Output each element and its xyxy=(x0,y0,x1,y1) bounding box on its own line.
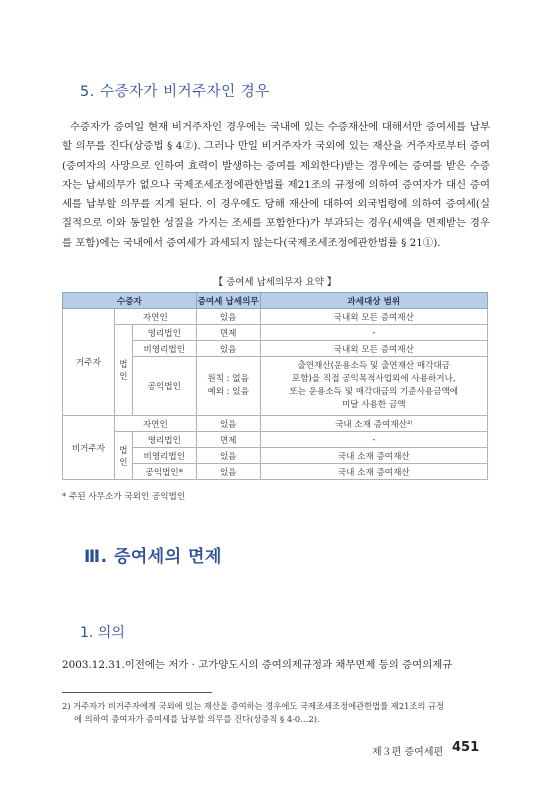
table-note: * 주된 사무소가 국외인 공익법인 xyxy=(62,492,186,502)
row-scope: 국내 소재 증여재산 xyxy=(260,448,487,464)
scope-line: 또는 운용소득 및 매각대금의 기준사용금액에 xyxy=(289,387,459,397)
row-type: 영리법인 xyxy=(132,432,196,448)
footnote xyxy=(62,700,492,726)
header-scope: 과세대상 범위 xyxy=(260,293,487,309)
footnote-line: 에 의하여 증여자가 증여세를 납부할 의무를 진다(상증칙 § 4-0…2). xyxy=(74,714,320,724)
row-type: 자연인 xyxy=(114,416,196,432)
table-caption: 【 증여세 납세의무자 요약 】 xyxy=(213,277,337,288)
section-title-3: Ⅲ. 증여세의 면제 xyxy=(84,547,222,567)
row-type: 비영리법인 xyxy=(132,341,196,357)
row-type: 비영리법인 xyxy=(132,448,196,464)
duty-principle: 원칙 : 없음 xyxy=(207,374,249,384)
paragraph-history: 2003.12.31.이전에는 저가 · 고가양도시의 증여의제규정과 채무면제 등의 증여의제규 xyxy=(62,659,453,671)
footnote-line: 2) 거주자가 비거주자에게 국외에 있는 재산을 증여하는 경우에도 국제조세조정에관한법률 제21조의 규정 xyxy=(62,701,445,711)
row-type: 공익법인* xyxy=(132,464,196,480)
row-duty: 있음 xyxy=(196,309,260,325)
row-duty: 있음 xyxy=(196,448,260,464)
corp-label: 법인 xyxy=(114,432,132,480)
row-duty: 있음 xyxy=(196,464,260,480)
row-duty: 면제 xyxy=(196,325,260,341)
table-row xyxy=(63,309,488,325)
scope-line: 미달 사용한 금액 xyxy=(341,400,406,410)
scope-line: 포함)을 직접 공익목적사업외에 사용하거나, xyxy=(291,374,456,384)
row-duty xyxy=(196,357,260,416)
row-duty: 있음 xyxy=(196,341,260,357)
row-scope: 국내 소재 증여재산²⁾ xyxy=(260,416,487,432)
paragraph-nonresident: 수증자가 증여일 현재 비거주자인 경우에는 국내에 있는 수증재산에 대해서만 증여세를 납부할 의무를 진다(상증법 § 4②). 그러나 만일 비거주자가 국외에 있는 재산을 거주자로부터 증여(증여자의 사망으로 인하여 효력이 발생하는 증여를 제외한다)받는 경우에는 증여를 받은 수증자는 납세의무가 없으나 국제조세조정에관한법률 제21조의 규정에 의하여 증여자가 대신 증여세를 납부할 의무를 지게 된다. 이 경우에도 당해 재산에 대하여 외국법령에 의하여 증여세(실질적으로 이와 동일한 성질을 가지는 조세를 포함한다)가 부과되는 경우(세액을 면제받는 경우를 포함)에는 국내에서 증여세가 과세되지 않는다(국제조세조정에관한법률 § 21①). xyxy=(62,121,490,249)
subsection-title-1: 1. 의의 xyxy=(80,625,125,641)
row-scope: 국내외 모든 증여재산 xyxy=(260,309,487,325)
row-scope: 국내 소재 증여재산 xyxy=(260,464,487,480)
footnote-divider xyxy=(62,692,212,693)
footer-chapter: 제３편 증여세편 xyxy=(372,747,444,758)
row-scope: - xyxy=(260,432,487,448)
header-duty: 증여세 납세의무 xyxy=(196,293,260,309)
row-duty: 있음 xyxy=(196,416,260,432)
duty-exception: 예외 : 있음 xyxy=(207,387,249,397)
table-row xyxy=(63,416,488,432)
nonresident-label: 비거주자 xyxy=(63,416,115,480)
corp-label: 법인 xyxy=(114,325,132,416)
row-type: 영리법인 xyxy=(132,325,196,341)
header-recipient: 수증자 xyxy=(63,293,197,309)
row-scope: - xyxy=(260,325,487,341)
row-type: 자연인 xyxy=(114,309,196,325)
row-duty: 면제 xyxy=(196,432,260,448)
page-number: 451 xyxy=(452,740,480,755)
table-header-row xyxy=(63,293,488,309)
resident-label: 거주자 xyxy=(63,309,115,416)
section-title-5: 5. 수증자가 비거주자인 경우 xyxy=(80,84,270,100)
row-scope xyxy=(260,357,487,416)
row-type: 공익법인 xyxy=(132,357,196,416)
table-row xyxy=(63,325,488,341)
table-row xyxy=(63,432,488,448)
row-scope: 국내외 모든 증여재산 xyxy=(260,341,487,357)
scope-line: 출연재산(운용소득 및 출연재산 매각대금 xyxy=(297,361,451,371)
taxpayer-summary-table xyxy=(62,292,488,480)
